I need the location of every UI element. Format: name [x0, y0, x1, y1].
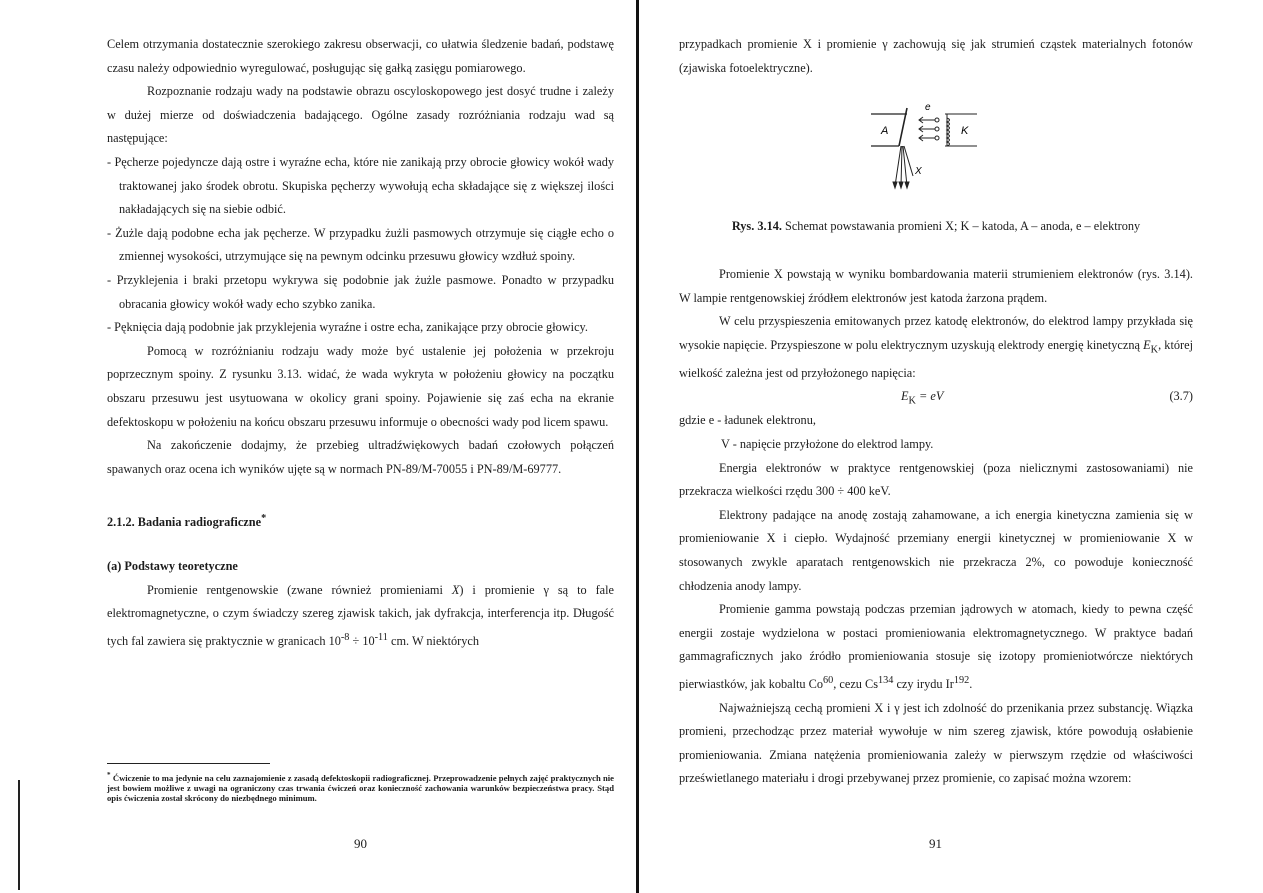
- diagram-label-cathode: K: [961, 125, 969, 137]
- diagram-label-anode: A: [881, 125, 889, 137]
- paragraph: W celu przyspieszenia emitowanych przez katodę elektronów, do elektrod lampy przykłada się wysokie napięcie. Przyspieszone w polu elektrycznym uzyskują elektrody energię kinetyczną $E_K$, której wielkość zależna jest od przyłożonego napięcia:: [679, 314, 1193, 380]
- paragraph: Energia elektronów w praktyce rentgenowskiej (poza nielicznymi zastosowaniami) nie przekracza wielkości rzędu 300 ÷ 400 keV.: [679, 460, 1193, 499]
- subheading: (a) Podstawy teoretyczne: [107, 558, 238, 573]
- where-line: V - napięcie przyłożone do elektrod lampy.: [721, 437, 934, 452]
- section-heading: 2.1.2. Badania radiograficzne*: [107, 513, 267, 530]
- diagram-label-xray: X: [915, 166, 922, 177]
- paragraph: Rozpoznanie rodzaju wady na podstawie obrazu oscyloskopowego jest dosyć trudne i zależy w dużej mierze od doświadczenia badającego. Ogólne zasady rozróżniania rodzaju wad są następujące:: [107, 84, 614, 146]
- paragraph: Promienie gamma powstają podczas przemian jądrowych w atomach, kiedy to pewna część energii zostaje wydzielona w postaci promieniowania elektromagnetycznego. W praktyce badań gammagraficznych jako źródło promieniowania stosuje się izotopy promieniotwórcze niektórych pierwiastków, jak kobaltu Co$^{60}$, cezu Cs$^{134}$ czy irydu Ir$^{192}$.: [679, 602, 1193, 692]
- right-page-body: [679, 263, 1193, 791]
- bullet-item: - Żużle dają podobne echa jak pęcherze. W przypadku żużli pasmowych otrzymuje się ciągłe echo o zmiennej wysokości, utrzymujące się na pewnym odcinku przesuwu głowicy wzdłuż spoiny.: [107, 225, 614, 264]
- page-number: 90: [354, 836, 367, 851]
- paragraph: Najważniejszą cechą promieni X i γ jest ich zdolność do przenikania przez substancję. Wiązka promieni, przechodząc przez materiał wywołuje w nim szereg zjawisk, które powodują osłabienie promieniowania. Zmiana natężenia promieniowania zależy w pierwszym rzędzie od właściwości prześwietlanego materiału i drogi przebywanej przez promienie, co zapisać można wzorem:: [679, 700, 1193, 786]
- paragraph: Celem otrzymania dostatecznie szerokiego zakresu obserwacji, co ułatwia śledzenie badań, podstawę czasu należy odpowiednio wyregulować, posługując się gałką zasięgu pomiarowego.: [107, 37, 614, 75]
- paragraph: Na zakończenie dodajmy, że przebieg ultradźwiękowych badań czołowych połączeń spawanych oraz ocena ich wyników ujęte są w normach PN-89/M-70055 i PN-89/M-69777.: [107, 438, 614, 476]
- equation-3-7: $E_K$ = eV (3.7): [679, 385, 1193, 409]
- diagram-label-electron: e: [925, 102, 931, 113]
- x-ray-tube-diagram: [869, 100, 1009, 195]
- bullet-item: - Pęcherze pojedyncze dają ostre i wyraźne echa, które nie zanikają przy obrocie głowicy wokół wady traktowanej jako środek obrotu. Skupiska pęcherzy wywołują echa składające się z większej ilości nakładających się na siebie odbić.: [107, 154, 614, 217]
- paragraph: przypadkach promienie X i promienie γ zachowują się jak strumień cząstek materialnych fotonów (zjawiska fotoelektryczne).: [679, 37, 1193, 75]
- right-page: [642, 0, 1263, 893]
- paragraph: Promienie rentgenowskie (zwane również promieniami X) i promienie γ są to fale elektromagnetyczne, o czym świadczy szereg zjawisk takich, jak dyfrakcja, interferencja itp. Długość tych fal zawiera się praktycznie w granicach $10^{-8} \div 10^{-11}$ cm. W niektórych: [107, 582, 614, 648]
- figure-caption: Rys. 3.14. Schemat powstawania promieni X; K – katoda, A – anoda, e – elektrony: [731, 219, 1141, 233]
- bullet-item: - Przyklejenia i braki przetopu wykrywa się podobnie jak żużle pasmowe. Ponadto w przypadku obracania głowicy wokół wady echo szybko zanika.: [107, 272, 614, 311]
- equation-number: (3.7): [1169, 389, 1193, 404]
- footnote: * Ćwiczenie to ma jedynie na celu zaznajomienie z zasadą defektoskopii radiograficznej. Przeprowadzenie pełnych zajęć praktycznych nie jest bowiem możliwe z uwagi na ograniczony czas trwania ćwiczeń oraz konieczność zachowania warunków bezpieczeństwa pracy. Stąd opis ćwiczenia został skrócony do niezbędnego minimum.: [107, 771, 614, 803]
- left-page-body: [107, 33, 614, 653]
- right-page-continuation: [679, 33, 1193, 80]
- paragraph: Promienie X powstają w wyniku bombardowania materii strumieniem elektronów (rys. 3.14). W lampie rentgenowskiej źródłem elektronów jest katoda żarzona prądem.: [679, 267, 1193, 305]
- page-number: 91: [929, 836, 942, 851]
- where-line: gdzie e - ładunek elektronu,: [679, 413, 816, 428]
- footnote-marker: *: [261, 513, 267, 525]
- footnote-rule: [107, 763, 270, 764]
- paragraph: Pomocą w rozróżnianiu rodzaju wady może być ustalenie jej położenia w przekroju poprzecznym spoiny. Z rysunku 3.13. widać, że wada wykryta w położeniu głowicy na początku obszaru przesuwu jest usytuowana w okolicy grani spoiny. Pojawienie się zaś echa na ekranie defektoskopu w położeniu na końcu obszaru przesuwu informuje o obecności wady pod licem spawu.: [107, 343, 614, 429]
- paragraph: Elektrony padające na anodę zostają zahamowane, a ich energia kinetyczna zamienia się w promieniowanie X i ciepło. Wydajność przemiany energii kinetycznej w promieniowanie X w stosowanych zwykle aparatach rentgenowskich nie przekracza 2%, co powoduje konieczność chłodzenia anody lampy.: [679, 507, 1193, 593]
- book-spine: [636, 0, 639, 893]
- bullet-item: - Pęknięcia dają podobnie jak przyklejenia wyraźne i ostre echa, zanikające przy obrocie głowicy.: [107, 320, 588, 335]
